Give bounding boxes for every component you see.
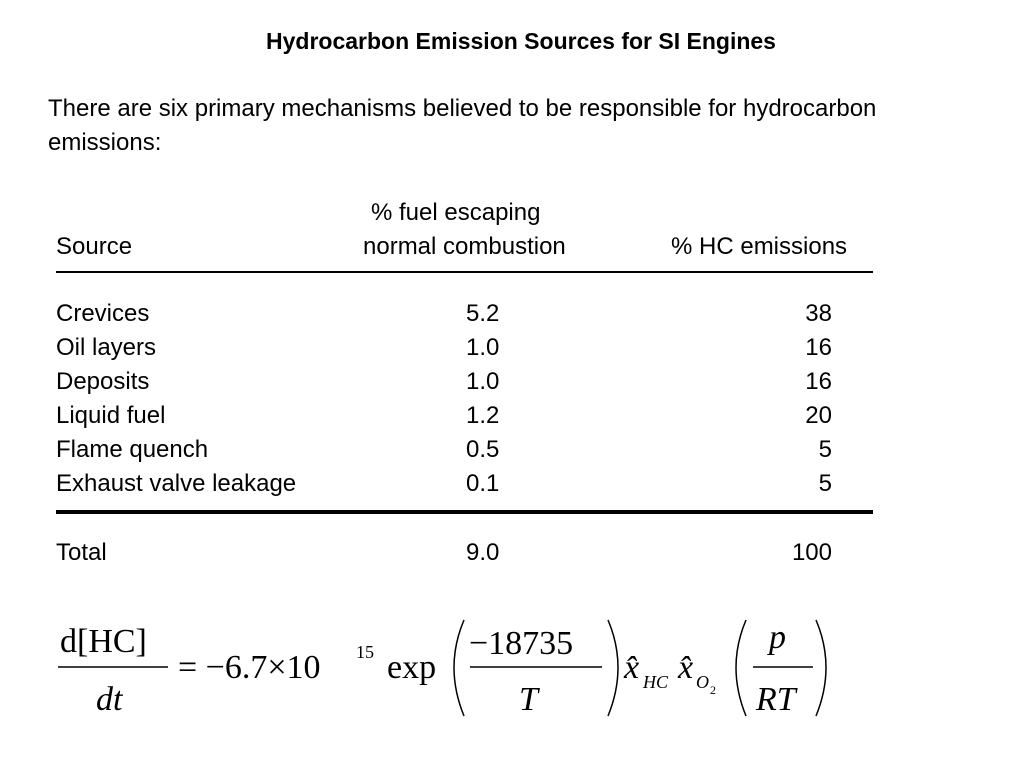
row-hc-percent: 20 xyxy=(805,402,832,429)
eq-sub-o: O xyxy=(696,672,709,692)
total-hc-percent: 100 xyxy=(791,539,832,566)
row-fuel-percent: 1.0 xyxy=(466,334,500,361)
eq-p-denominator: RT xyxy=(756,681,796,718)
row-hc-percent: 5 xyxy=(818,436,832,463)
hc-oxidation-rate-equation xyxy=(56,610,856,730)
row-hc-percent: 38 xyxy=(805,300,832,327)
row-fuel-percent: 1.2 xyxy=(466,402,500,429)
row-hc-percent: 16 xyxy=(805,368,832,395)
eq-paren-left-2 xyxy=(736,620,746,716)
eq-arg-numerator: −18735 xyxy=(469,625,574,662)
eq-paren-right-2 xyxy=(816,620,826,716)
row-fuel-percent: 0.1 xyxy=(466,470,500,497)
total-rule xyxy=(56,510,873,514)
table-row xyxy=(56,436,876,470)
row-source: Deposits xyxy=(56,368,150,395)
row-source: Exhaust valve leakage xyxy=(56,470,297,497)
eq-sub-2: 2 xyxy=(710,683,716,697)
table-row xyxy=(56,402,876,436)
header-rule xyxy=(56,271,873,273)
eq-paren-left xyxy=(454,620,464,716)
eq-lhs-numerator: d[HC] xyxy=(60,623,147,660)
table-row xyxy=(56,470,876,504)
row-fuel-percent: 1.0 xyxy=(466,368,500,395)
table-row xyxy=(56,334,876,368)
slide-title: Hydrocarbon Emission Sources for SI Engines xyxy=(266,28,776,54)
header-hc-emissions: % HC emissions xyxy=(671,233,848,260)
eq-x-hc: x̂ xyxy=(624,649,640,686)
header-fuel-escaping-line1: % fuel escaping xyxy=(371,199,541,226)
eq-x-o2: x̂ xyxy=(678,649,694,686)
row-hc-percent: 5 xyxy=(818,470,832,497)
row-fuel-percent: 5.2 xyxy=(466,300,500,327)
eq-coefficient: = −6.7×10 xyxy=(178,649,321,686)
intro-paragraph: There are six primary mechanisms believed to be responsible for hydrocarbon emissions: xyxy=(48,95,877,156)
eq-p-numerator: p xyxy=(769,619,786,656)
row-source: Crevices xyxy=(56,300,150,327)
eq-lhs-denominator: dt xyxy=(96,681,123,718)
header-fuel-escaping-line2: normal combustion xyxy=(363,233,566,260)
eq-paren-right xyxy=(608,620,618,716)
row-source: Flame quench xyxy=(56,436,209,463)
total-fuel-percent: 9.0 xyxy=(466,539,500,566)
header-source: Source xyxy=(56,233,133,260)
table-total-row xyxy=(56,539,876,573)
table-row xyxy=(56,300,876,334)
eq-exp: exp xyxy=(387,649,437,686)
row-fuel-percent: 0.5 xyxy=(466,436,500,463)
table-row xyxy=(56,368,876,402)
eq-sub-hc: HC xyxy=(643,672,669,692)
total-label: Total xyxy=(56,539,107,566)
eq-exponent: 15 xyxy=(356,642,374,662)
eq-arg-denominator: T xyxy=(519,681,538,718)
row-hc-percent: 16 xyxy=(805,334,832,361)
row-source: Liquid fuel xyxy=(56,402,166,429)
row-source: Oil layers xyxy=(56,334,157,361)
